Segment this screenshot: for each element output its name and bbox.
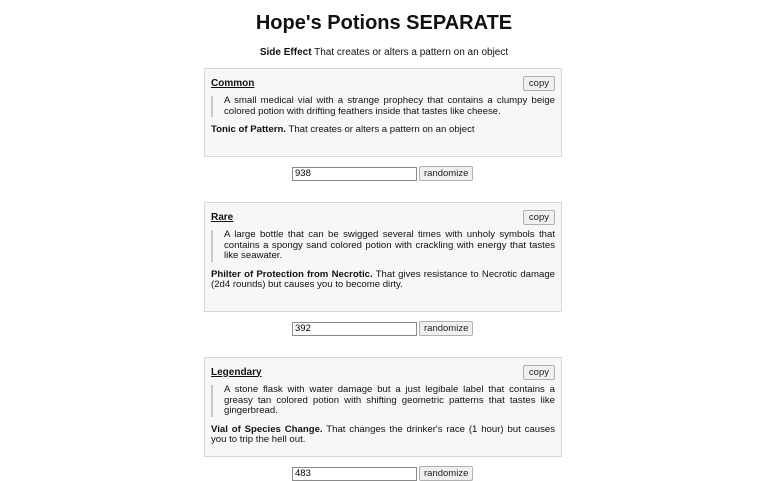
- seed-input[interactable]: [292, 467, 417, 481]
- side-effect-line: [0, 47, 768, 59]
- copy-button[interactable]: copy: [523, 76, 555, 91]
- copy-button[interactable]: copy: [523, 365, 555, 380]
- randomize-button[interactable]: randomize: [419, 321, 473, 336]
- rarity-label: Legendary: [211, 366, 262, 378]
- potion-effect-text: That changes the drinker's race (1 hour) but causes you to trip the hell out.: [211, 423, 556, 445]
- potion-effect-text: That gives resistance to Necrotic damage (2d4 rounds) but causes you to become dirty.: [211, 268, 555, 290]
- potion-effect: [211, 270, 555, 291]
- potion-card-common: [204, 68, 562, 157]
- randomize-button[interactable]: randomize: [419, 466, 473, 481]
- seed-controls: [292, 321, 473, 336]
- potion-description: A stone flask with water damage but a just legibale label that contains a greasy tan colored potion with shifting geometric patterns that tastes like gingerbread.: [211, 385, 555, 417]
- potion-name: Vial of Species Change.: [211, 423, 323, 435]
- potion-name: Philter of Protection from Necrotic.: [211, 268, 373, 280]
- potion-effect: [211, 425, 555, 446]
- side-effect-text: That creates or alters a pattern on an object: [314, 47, 509, 58]
- potion-card-legendary: [204, 357, 562, 457]
- randomize-button[interactable]: randomize: [419, 166, 473, 181]
- rarity-label: Common: [211, 77, 255, 89]
- seed-input[interactable]: [292, 322, 417, 336]
- seed-controls: [292, 466, 473, 481]
- copy-button[interactable]: copy: [523, 210, 555, 225]
- seed-input[interactable]: [292, 167, 417, 181]
- page-title: Hope's Potions SEPARATE: [255, 12, 513, 34]
- potion-name: Tonic of Pattern.: [211, 124, 286, 135]
- potion-effect: [211, 125, 555, 136]
- seed-controls: [292, 166, 473, 181]
- potion-card-rare: [204, 202, 562, 312]
- side-effect-label: Side Effect: [259, 47, 312, 58]
- rarity-label: Rare: [211, 211, 234, 223]
- potion-description: A small medical vial with a strange prophecy that contains a clumpy beige colored potion with drifting feathers inside that tastes like cheese.: [211, 96, 555, 117]
- potion-description: A large bottle that can be swigged several times with unholy symbols that contains a spongy sand colored potion with crackling with energy that tastes like seawater.: [211, 230, 555, 262]
- potion-effect-text: That creates or alters a pattern on an object: [288, 124, 475, 135]
